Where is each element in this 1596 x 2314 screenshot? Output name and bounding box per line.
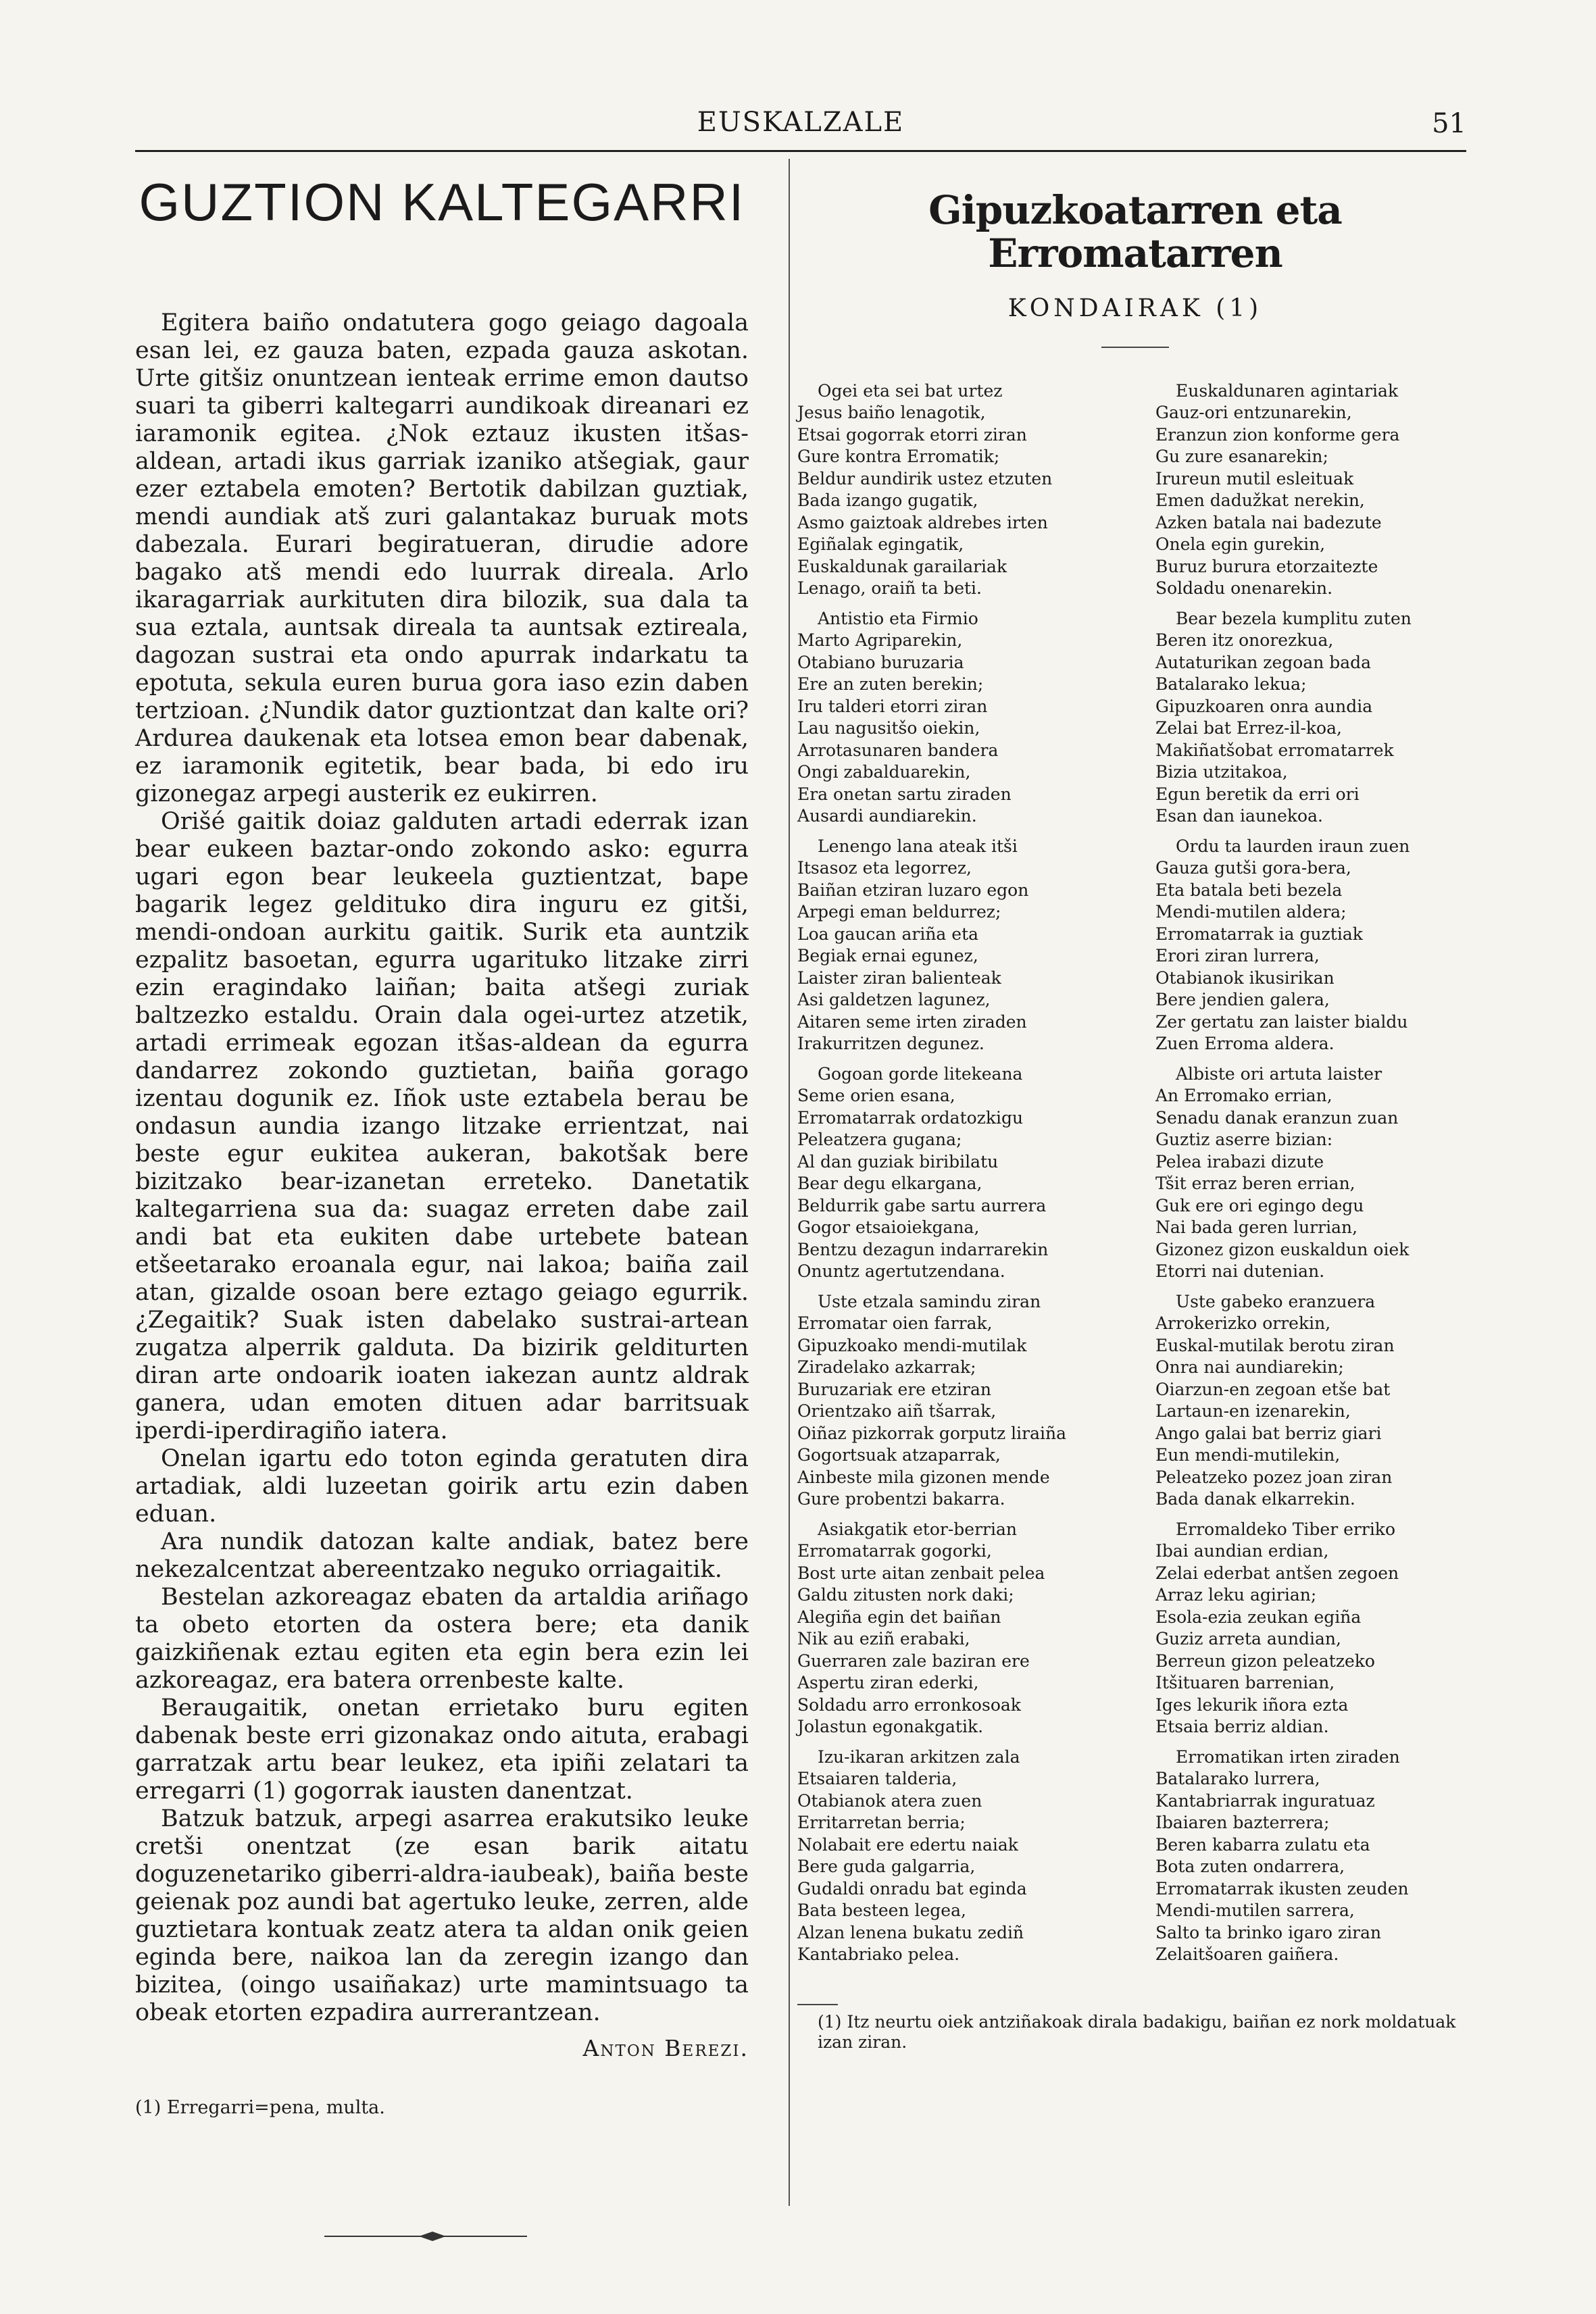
poem-line: Marto Agriparekin,	[797, 630, 963, 651]
poem-column-right	[1155, 380, 1473, 1974]
poem-line: Gauz-ori entzunarekin,	[1155, 403, 1352, 423]
poem-line: Gogor etsaioiekgana,	[797, 1217, 980, 1238]
poem-line: Ainbeste mila gizonen mende	[797, 1467, 1050, 1487]
running-title: EUSKALZALE	[697, 107, 905, 138]
poem-line: Soldadu onenarekin.	[1155, 578, 1333, 599]
poem-line: Irakurritzen degunez.	[797, 1034, 984, 1054]
poem-line: Ere an zuten berekin;	[797, 674, 984, 695]
poem-stanza	[1155, 1519, 1473, 1738]
poem-stanza	[1155, 836, 1473, 1055]
poem-stanza	[1155, 1063, 1473, 1283]
poem-line: Antistio eta Firmio	[818, 608, 978, 628]
poem-line: Erromatarrak ia guztiak	[1155, 924, 1363, 944]
poem-line: Erromatikan irten ziraden	[1176, 1746, 1400, 1767]
poem-line: Tšit erraz beren errian,	[1155, 1174, 1355, 1194]
poem-column-left	[797, 380, 1115, 1974]
poem-line: Ogei eta sei bat urtez	[818, 380, 1003, 401]
poem-line: Arpegi eman beldurrez;	[797, 902, 1001, 922]
poem-line: Guziz arreta aundian,	[1155, 1629, 1341, 1649]
left-column	[135, 172, 749, 2119]
poem-line: Eranzun zion konforme gera	[1155, 424, 1400, 445]
poem-line: Lau nagusitšo oiekin,	[797, 718, 980, 738]
poem-line: Asmo gaiztoak aldrebes irten	[797, 512, 1048, 532]
poem-line: Seme orien esana,	[797, 1086, 955, 1106]
poem-line: Buruz burura etorzaitezte	[1155, 556, 1378, 576]
poem-line: Gogortsuak atzaparrak,	[797, 1445, 1001, 1465]
poem-line: Egun beretik da erri ori	[1155, 784, 1360, 804]
poem-line: Gure kontra Erromatik;	[797, 447, 1000, 467]
poem-line: Arrotasunaren bandera	[797, 740, 999, 760]
poem-stanza	[797, 836, 1115, 1055]
poem-line: Lenago, oraiñ ta beti.	[797, 578, 982, 599]
poem-line: Beren kabarra zulatu eta	[1155, 1834, 1370, 1855]
poem-line: Etsaiaren talderia,	[797, 1769, 957, 1789]
poem-line: Gauza gutši gora-bera,	[1155, 858, 1351, 878]
poem-line: Etsai gogorrak etorri ziran	[797, 424, 1027, 445]
right-column	[797, 176, 1473, 2053]
poem-line: Asi galdetzen lagunez,	[797, 990, 991, 1010]
poem-line: Asiakgatik etor-berrian	[818, 1519, 1017, 1539]
poem-line: Galdu zitusten nork daki;	[797, 1585, 1014, 1605]
poem-line: Ango galai bat berriz giari	[1155, 1423, 1382, 1443]
poem-line: Zelai bat Errez-il-koa,	[1155, 718, 1342, 738]
poem-line: Pelea irabazi dizute	[1155, 1151, 1324, 1172]
poem-line: Gogoan gorde litekeana	[818, 1063, 1023, 1084]
poem-line: Berreun gizon peleatzeko	[1155, 1651, 1375, 1671]
left-footnote: (1) Erregarri=pena, multa.	[135, 2097, 385, 2118]
poem-line: Peleatzeko pozez joan ziran	[1155, 1467, 1393, 1487]
poem-line: Beldurrik gabe sartu aurrera	[797, 1195, 1047, 1215]
poem-line: Oiñaz pizkorrak gorputz liraiña	[797, 1423, 1067, 1443]
poem-stanza	[797, 608, 1115, 828]
right-footnote: (1) Itz neurtu oiek antziñakoak dirala badakigu, baiñan ez nork moldatuak izan ziran.	[818, 2011, 1456, 2052]
poem-line: Izu-ikaran arkitzen zala	[818, 1746, 1020, 1767]
poem-line: Gizonez gizon euskaldun oiek	[1155, 1239, 1410, 1259]
column-divider	[789, 159, 790, 2206]
poem-stanza	[1155, 608, 1473, 828]
poem-line: Bota zuten ondarrera,	[1155, 1857, 1345, 1877]
poem-line: Euskal-mutilak berotu ziran	[1155, 1335, 1395, 1355]
poem-line: Ibai aundian erdian,	[1155, 1541, 1329, 1561]
poem-line: Azken batala nai badezute	[1155, 512, 1382, 532]
poem-line: Otabiano buruzaria	[797, 652, 964, 672]
poem-line: Erromatar oien farrak,	[797, 1313, 993, 1334]
poem-line: Batalarako lurrera,	[1155, 1769, 1320, 1789]
poem-line: Autaturikan zegoan bada	[1155, 652, 1372, 672]
poem-line: Iru talderi etorri ziran	[797, 696, 988, 716]
article-paragraph: Beraugaitik, onetan errietako buru egiten dabenak beste erri gizonakaz ondo aituta, erabagi garratzak artu bear leukez, eta ipiñi zelatari ta erregarri (1) gogorrak iausten danentzat.	[135, 1694, 749, 1805]
poem-line: Arrokerizko orrekin,	[1155, 1313, 1331, 1334]
poem-line: Alegiña egin det baiñan	[797, 1607, 1001, 1627]
poem-line: Eta batala beti bezela	[1155, 880, 1343, 900]
poem-line: Lartaun-en izenarekin,	[1155, 1401, 1351, 1422]
poem-line: Al dan guziak biribilatu	[797, 1151, 999, 1172]
poem-line: Lenengo lana ateak itši	[818, 836, 1018, 856]
poem-line: Bada danak elkarrekin.	[1155, 1489, 1355, 1509]
poem-line: Etorri nai dutenian.	[1155, 1261, 1325, 1282]
poem-line: Guerraren zale baziran ere	[797, 1651, 1030, 1671]
poem-line: Aspertu ziran ederki,	[797, 1673, 979, 1693]
poem-line: Bentzu dezagun indarrarekin	[797, 1239, 1049, 1259]
poem-line: Otabianok ikusirikan	[1155, 967, 1335, 988]
poem-line: Beldur aundirik ustez etzuten	[797, 468, 1053, 488]
poem-line: Erromaldeko Tiber erriko	[1176, 1519, 1396, 1539]
poem-line: Salto ta brinko igaro ziran	[1155, 1922, 1382, 1942]
poem-line: Zuen Erroma aldera.	[1155, 1034, 1335, 1054]
poem-line: Ordu ta laurden iraun zuen	[1176, 836, 1410, 856]
poem	[797, 380, 1473, 1974]
footnote-rule	[797, 2004, 838, 2005]
poem-line: Uste gabeko eranzuera	[1176, 1291, 1376, 1311]
poem-line: Guztiz aserre bizian:	[1155, 1130, 1333, 1150]
poem-line: Eun mendi-mutilekin,	[1155, 1445, 1341, 1465]
poem-line: Iges lekurik iñora ezta	[1155, 1694, 1349, 1715]
article-paragraph: Ara nundik datozan kalte andiak, batez bere nekezalcentzat abereentzako neguko orriagaitik.	[135, 1528, 749, 1583]
poem-line: Begiak ernai egunez,	[797, 946, 978, 966]
ornament-divider	[324, 2230, 527, 2243]
poem-line: Gudaldi onradu bat eginda	[797, 1878, 1027, 1898]
poem-title: Gipuzkoatarren eta Erromatarren	[928, 187, 1342, 276]
poem-line: Bizia utzitakoa,	[1155, 762, 1288, 782]
poem-line: Euskaldunaren agintariak	[1176, 380, 1399, 401]
poem-stanza	[1155, 1746, 1473, 1966]
poem-line: Erori ziran lurrera,	[1155, 946, 1320, 966]
poem-stanza	[797, 1746, 1115, 1966]
poem-line: Aitaren seme irten ziraden	[797, 1011, 1027, 1032]
poem-line: Onela egin gurekin,	[1155, 534, 1326, 555]
poem-line: Zer gertatu zan laister bialdu	[1155, 1011, 1408, 1032]
poem-line: Otabianok atera zuen	[797, 1790, 982, 1811]
page-header	[135, 100, 1466, 154]
article-title: GUZTION KALTEGARRI	[139, 172, 745, 232]
poem-line: Peleatzera gugana;	[797, 1130, 962, 1150]
poem-line: Mendi-mutilen aldera;	[1155, 902, 1347, 922]
poem-line: Erromatarrak ordatozkigu	[797, 1107, 1024, 1128]
poem-stanza	[797, 1519, 1115, 1738]
poem-line: Gipuzkoaren onra aundia	[1155, 696, 1373, 716]
poem-line: Alzan lenena bukatu zediñ	[797, 1922, 1024, 1942]
poem-line: Ausardi aundiarekin.	[797, 806, 977, 826]
poem-line: Guk ere ori egingo degu	[1155, 1195, 1364, 1215]
poem-line: Onuntz agertutzendana.	[797, 1261, 1005, 1282]
poem-stanza	[797, 380, 1115, 600]
poem-line: Oiarzun-en zegoan etše bat	[1155, 1379, 1391, 1399]
poem-line: Euskaldunak garailariak	[797, 556, 1007, 576]
poem-line: Esola-ezia zeukan egiña	[1155, 1607, 1362, 1627]
poem-line: Orientzako aiñ tšarrak,	[797, 1401, 997, 1422]
author-signature: Anton Berezi.	[582, 2035, 749, 2061]
poem-line: Laister ziran balienteak	[797, 967, 1001, 988]
poem-line: Uste etzala samindu ziran	[818, 1291, 1041, 1311]
poem-line: Erromatarrak gogorki,	[797, 1541, 992, 1561]
poem-line: Baiñan etziran luzaro egon	[797, 880, 1029, 900]
article-paragraph: Bestelan azkoreagaz ebaten da artaldia ariñago ta obeto etorten da ostera bere; eta danik gaizkiñenak eztau egiten eta egin bera ezin lei azkoreagaz, era batera orrenbeste kalte.	[135, 1584, 749, 1694]
poem-line: Arraz leku agirian;	[1155, 1585, 1317, 1605]
poem-line: Ongi zabalduarekin,	[797, 762, 971, 782]
poem-line: An Erromako errian,	[1155, 1086, 1332, 1106]
poem-line: Emen dadužkat nerekin,	[1155, 491, 1365, 511]
poem-line: Zelai ederbat antšen zegoen	[1155, 1563, 1399, 1583]
poem-line: Kantabriako pelea.	[797, 1944, 960, 1965]
poem-line: Esan dan iaunekoa.	[1155, 806, 1323, 826]
poem-line: Etsaia berriz aldian.	[1155, 1717, 1329, 1737]
poem-line: Bada izango gugatik,	[797, 491, 978, 511]
poem-line: Buruzariak ere etziran	[797, 1379, 991, 1399]
poem-line: Ziradelako azkarrak;	[797, 1357, 976, 1378]
poem-line: Albiste ori artuta laister	[1176, 1063, 1382, 1084]
poem-stanza	[1155, 380, 1473, 600]
article-paragraph: Onelan igartu edo toton eginda geratuten dira artadiak, aldi luzeetan goirik artu ezin daben eduan.	[135, 1445, 749, 1528]
poem-line: Erromatarrak ikusten zeuden	[1155, 1878, 1409, 1898]
poem-line: Zelaitšoaren gaiñera.	[1155, 1944, 1339, 1965]
poem-line: Bear degu elkargana,	[797, 1174, 982, 1194]
poem-line: Senadu danak eranzun zuan	[1155, 1107, 1399, 1128]
header-rule	[135, 150, 1466, 152]
poem-line: Era onetan sartu ziraden	[797, 784, 1012, 804]
poem-line: Bost urte aitan zenbait pelea	[797, 1563, 1045, 1583]
page-number: 51	[1432, 108, 1466, 139]
poem-line: Soldadu arro erronkosoak	[797, 1694, 1021, 1715]
poem-line: Mendi-mutilen sarrera,	[1155, 1901, 1355, 1921]
poem-line: Jolastun egonakgatik.	[797, 1717, 984, 1737]
poem-line: Irureun mutil esleituak	[1155, 468, 1354, 488]
poem-line: Makiñatšobat erromatarrek	[1155, 740, 1394, 760]
title-rule	[1101, 347, 1169, 348]
poem-line: Egiñalak egingatik,	[797, 534, 964, 555]
poem-subtitle: KONDAIRAK (1)	[1007, 294, 1263, 322]
poem-line: Loa gaucan ariña eta	[797, 924, 979, 944]
poem-line: Kantabriarrak inguratuaz	[1155, 1790, 1375, 1811]
poem-line: Bere jendien galera,	[1155, 990, 1330, 1010]
article-paragraph: Egitera baiño ondatutera gogo geiago dagoala esan lei, ez gauza baten, ezpada gauza askotan. Urte gitšiz onuntzean ienteak errime emon dautso suari ta giberri kaltegarri aundikoak direanari ez iaramonik egitea. ¿Nok eztauz ikusten itšas-aldean, artadi ikus garriak izaniko atšegiak, gaur ezer eztabela emoten? Bertotik dabilzan guztiak, mendi aundiak atš zuri galantakaz buruak mots dabezala. Eurari begiratueran, dirudie adore bagako atš mendi edo luurrak direala. Arlo ikaragarriak aurkituten dira bilozik, sua dala ta sua eztala, auntsak direala ta auntsak eztireala, dagozan sustrai eta ondo apurrak indarkatu ta epotuta, sekula euren burua gora iaso ezin daben tertzioan. ¿Nundik dator guztiontzat dan kalte ori? Ardurea daukenak eta lotsea emon bear dabenak, ez iaramonik egitetik, bear bada, bi edo iru gizonegaz arpegi austerik ez eukirren.	[135, 309, 749, 807]
poem-line: Gipuzkoako mendi-mutilak	[797, 1335, 1027, 1355]
poem-stanza	[797, 1291, 1115, 1511]
poem-line: Itšituaren barrenian,	[1155, 1673, 1335, 1693]
poem-line: Nolabait ere edertu naiak	[797, 1834, 1018, 1855]
poem-line: Itsasoz eta legorrez,	[797, 858, 972, 878]
poem-stanza	[797, 1063, 1115, 1283]
poem-line: Nik au eziñ erabaki,	[797, 1629, 970, 1649]
poem-stanza	[1155, 1291, 1473, 1511]
poem-line: Bata besteen legea,	[797, 1901, 966, 1921]
article-paragraph: Batzuk batzuk, arpegi asarrea erakutsiko leuke cretši onentzat (ze esan barik aitatu doguzenetariko giberri-aldra-iaubeak), baiña beste geienak poz aundi bat agertuko leuke, zerren, alde guztietara kontuak zeatz atera ta aldan onik geien eginda bere, naikoa lan da zeregin izango dan bizitea, (oingo usaiñakaz) urte mamintsuago ta obeak etorten ezpadira aurrerantzean.	[135, 1805, 749, 2026]
poem-line: Erritarretan berria;	[797, 1813, 966, 1833]
poem-line: Gure probentzi bakarra.	[797, 1489, 1005, 1509]
poem-line: Ibaiaren bazterrera;	[1155, 1813, 1330, 1833]
poem-line: Bear bezela kumplitu zuten	[1176, 608, 1412, 628]
poem-line: Bere guda galgarria,	[797, 1857, 976, 1877]
poem-line: Jesus baiño lenagotik,	[797, 403, 986, 423]
poem-line: Onra nai aundiarekin;	[1155, 1357, 1344, 1378]
poem-line: Beren itz onorezkua,	[1155, 630, 1334, 651]
poem-line: Gu zure esanarekin;	[1155, 447, 1328, 467]
article-paragraph: Orišé gaitik doiaz galduten artadi ederrak izan bear eukeen baztar-ondo zokondo asko: egurra ugari egon bear leukeela guztientzat, bape bagarik legez geldituko dira inguru ez gitši, mendi-ondoan aurkitu gaitik. Surik eta auntzik ezpalitz basoetan, egurra ugarituko litzake zirri ezin eragindako laiñan; baita atšegi zuriak baltzezko estaldu. Orain dala ogei-urtez atzetik, artadi errimeak egozan itšas-aldean da egurra dandarrez zokondo guztietan, baiña gorago izentau dogunik ez. Iñok uste eztabela berau be ondasun aundia izango litzake errientzat, nai beste egur eukitea aukeran, bakotšak bere bizitzako bear-izanetan erreteko. Danetatik kaltegarriena sua da: suagaz erreten dabe zail andi bat eta eukiten dabe urtebete batean etšeetarako eroanala egur, nai lakoa; baiña zail atan, gizalde osoan bere eztago geiago egurrik. ¿Zegaitik? Suak isten dabelako sustrai-artean zugatza alperrik galduta. Da bizirik gelditurten diran arte ondoarik ioaten iakezan auntz aldrak ganera, udan emoten dituen adar barritsuak iperdi-iperdiragiño iatera.	[135, 808, 749, 1444]
poem-line: Nai bada geren lurrian,	[1155, 1217, 1358, 1238]
poem-line: Batalarako lekua;	[1155, 674, 1307, 695]
article-body	[135, 309, 749, 2027]
